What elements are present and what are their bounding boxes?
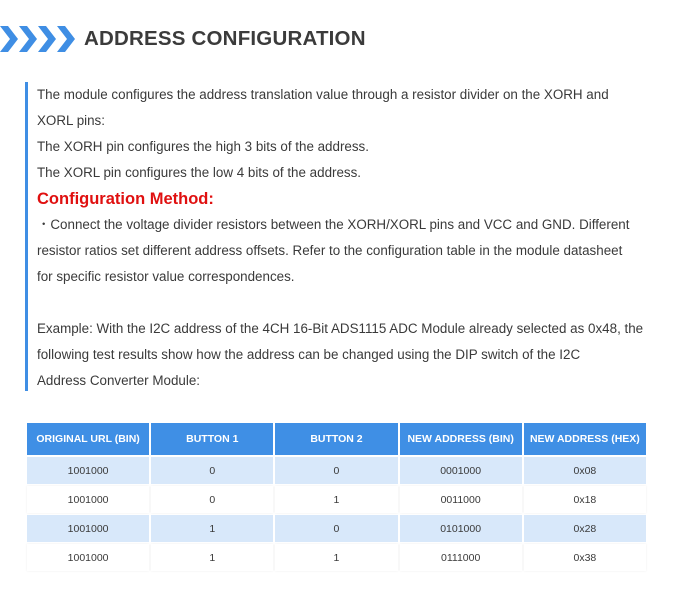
table-row <box>27 486 646 513</box>
column-header-button-1: BUTTON 1 <box>151 423 273 455</box>
section-header <box>0 22 675 56</box>
cell-button-1: 1 <box>151 544 273 571</box>
cell-new-bin: 0011000 <box>400 486 522 513</box>
cell-button-2: 0 <box>275 457 397 484</box>
method-line-1: ・Connect the voltage divider resistors between the XORH/XORL pins and VCC and GND. Different <box>37 217 630 232</box>
cell-new-hex: 0x38 <box>524 544 646 571</box>
cell-button-1: 1 <box>151 515 273 542</box>
column-header-new-hex: NEW ADDRESS (HEX) <box>524 423 646 455</box>
column-header-original: ORIGINAL URL (BIN) <box>27 423 149 455</box>
address-table <box>25 421 648 573</box>
cell-new-hex: 0x18 <box>524 486 646 513</box>
cell-new-bin: 0101000 <box>400 515 522 542</box>
table-row <box>27 457 646 484</box>
column-header-new-bin: NEW ADDRESS (BIN) <box>400 423 522 455</box>
cell-button-2: 1 <box>275 486 397 513</box>
table-row <box>27 544 646 571</box>
xorl-description: The XORL pin configures the low 4 bits of the address. <box>37 165 362 180</box>
method-line-2: resistor ratios set different address offsets. Refer to the configuration table in the module datasheet <box>37 243 623 258</box>
example-line-1: Example: With the I2C address of the 4CH 16-Bit ADS1115 ADC Module already selected as 0x48, the <box>37 321 644 336</box>
cell-button-1: 0 <box>151 457 273 484</box>
xorh-description: The XORH pin configures the high 3 bits of the address. <box>37 139 369 154</box>
method-line-3: for specific resistor value correspondences. <box>37 269 295 284</box>
cell-new-bin: 0111000 <box>400 544 522 571</box>
cell-original: 1001000 <box>27 486 149 513</box>
cell-button-1: 0 <box>151 486 273 513</box>
spacer <box>37 290 645 316</box>
column-header-button-2: BUTTON 2 <box>275 423 397 455</box>
cell-new-hex: 0x08 <box>524 457 646 484</box>
table-row <box>27 515 646 542</box>
cell-button-2: 0 <box>275 515 397 542</box>
chevron-right-icon <box>0 26 80 52</box>
example-line-2: following test results show how the address can be changed using the DIP switch of the I2C <box>37 347 581 362</box>
cell-button-2: 1 <box>275 544 397 571</box>
description-block <box>25 82 645 391</box>
page-title: ADDRESS CONFIGURATION <box>84 27 366 50</box>
cell-original: 1001000 <box>27 544 149 571</box>
intro-line-1: The module configures the address translation value through a resistor divider on the XORH and <box>37 87 609 102</box>
example-line-3: Address Converter Module: <box>37 373 200 388</box>
cell-new-bin: 0001000 <box>400 457 522 484</box>
table-header-row <box>27 423 646 455</box>
cell-original: 1001000 <box>27 457 149 484</box>
cell-new-hex: 0x28 <box>524 515 646 542</box>
method-heading: Configuration Method: <box>37 190 214 208</box>
intro-line-2: XORL pins: <box>37 113 105 128</box>
cell-original: 1001000 <box>27 515 149 542</box>
